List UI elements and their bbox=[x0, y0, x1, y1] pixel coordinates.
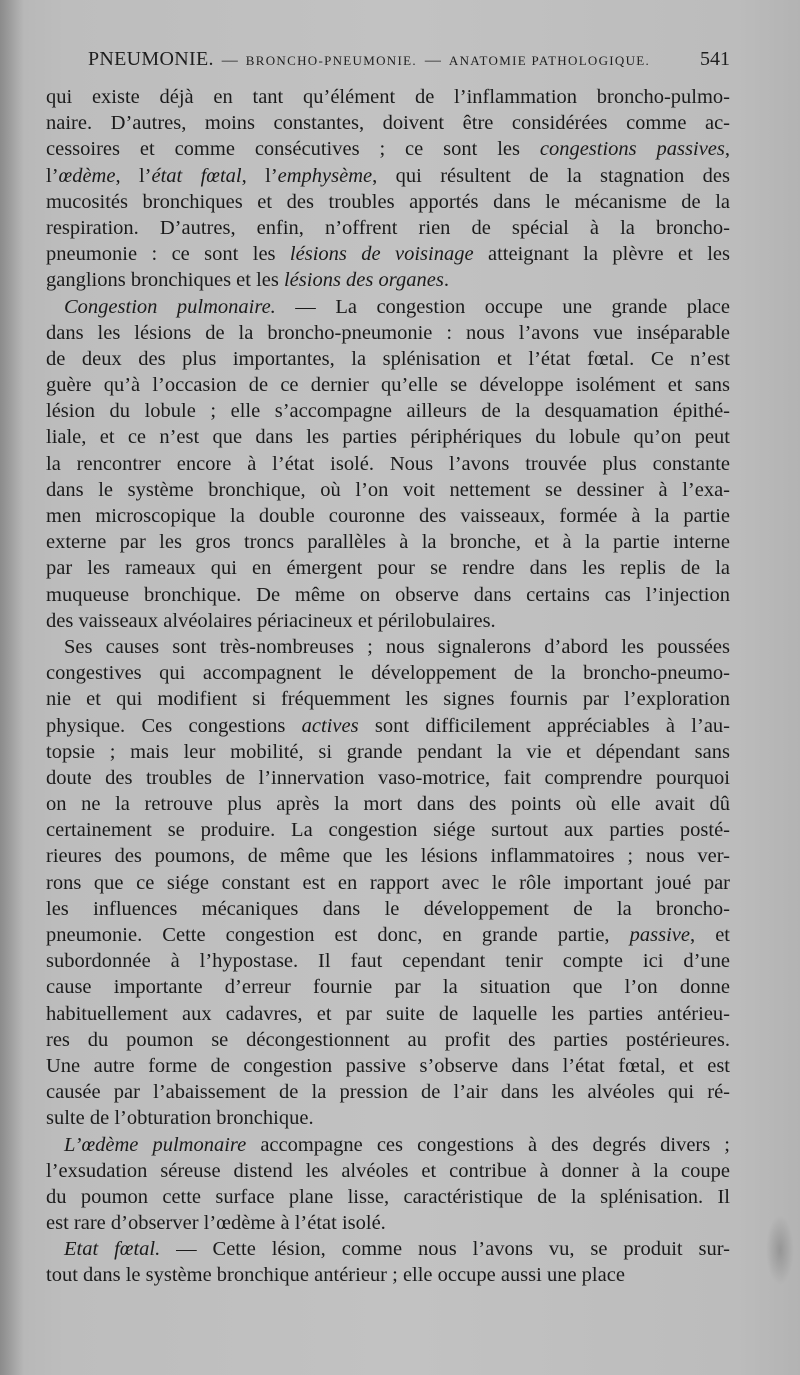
text-run: tout dans le système bronchique antérieur ; elle occupe aussi une place bbox=[46, 1264, 625, 1287]
text-line bbox=[46, 136, 730, 162]
body-text bbox=[46, 84, 730, 1289]
text-line bbox=[46, 1001, 730, 1027]
header-subsection: ANATOMIE PATHOLOGIQUE. bbox=[448, 53, 651, 68]
text-run: rieures des poumons, de même que les lésions inflammatoires ; nous ver- bbox=[46, 845, 730, 868]
text-line bbox=[46, 843, 730, 869]
paragraph bbox=[46, 1132, 730, 1237]
text-line bbox=[46, 1079, 730, 1105]
text-run: atteignant la plèvre et les bbox=[473, 243, 730, 266]
text-line bbox=[46, 503, 730, 529]
italic-text: œdème bbox=[58, 164, 116, 187]
text-run: l’exsudation séreuse distend les alvéoles et contribue à donner à la coupe bbox=[46, 1159, 730, 1182]
text-line bbox=[46, 451, 730, 477]
text-run: les influences mécaniques dans le développement de la broncho- bbox=[46, 897, 730, 920]
text-run: pneumonie. Cette congestion est donc, en grande partie, bbox=[46, 924, 630, 946]
text-run: . bbox=[443, 269, 449, 292]
text-run: res du poumon se décongestionnent au profit des parties postérieures. bbox=[46, 1028, 730, 1051]
text-run: , l’ bbox=[115, 164, 152, 187]
italic-text: L’œdème pulmonaire bbox=[64, 1133, 247, 1156]
text-run: pneumonie : ce sont les bbox=[46, 243, 290, 266]
text-line bbox=[46, 241, 730, 267]
text-run: la rencontrer encore à l’état isolé. Nous l’avons trouvée plus constante bbox=[46, 452, 730, 475]
text-line bbox=[46, 372, 730, 398]
text-line bbox=[46, 686, 730, 712]
header-dash-1: — bbox=[221, 52, 238, 69]
text-line bbox=[46, 189, 730, 215]
text-run: dans les lésions de la broncho-pneumonie : nous l’avons vue inséparable bbox=[46, 321, 730, 344]
text-run: de deux des plus importantes, la splénisation et l’état fœtal. Ce n’est bbox=[46, 347, 730, 370]
text-run: , bbox=[724, 138, 730, 161]
text-run: accompagne ces congestions à des degrés divers ; bbox=[246, 1133, 730, 1156]
text-run: cause importante d’erreur fournie par la situation que l’on donne bbox=[46, 976, 730, 999]
text-line bbox=[46, 555, 730, 581]
text-line bbox=[46, 1184, 730, 1210]
text-line bbox=[46, 896, 730, 922]
header-dash-2: — bbox=[424, 52, 441, 69]
italic-text: passive bbox=[629, 924, 690, 946]
text-run: Ses causes sont très-nombreuses ; nous signalerons d’abord les poussées bbox=[64, 635, 730, 658]
text-run: certainement se produire. La congestion siége surtout aux parties posté- bbox=[46, 819, 730, 842]
text-line bbox=[46, 1027, 730, 1053]
text-run: sulte de l’obturation bronchique. bbox=[46, 1107, 314, 1130]
header-left bbox=[88, 48, 650, 71]
text-run: du poumon cette surface plane lisse, caractéristique de la splénisation. Il bbox=[46, 1185, 730, 1208]
text-run: par les rameaux qui en émergent pour se rendre dans les replis de la bbox=[46, 557, 730, 580]
text-run: liale, et ce n’est que dans les parties périphériques du lobule qu’on peut bbox=[46, 426, 730, 449]
text-line bbox=[46, 1210, 730, 1236]
text-run: des vaisseaux alvéolaires périacineux et périlobulaires. bbox=[46, 609, 496, 632]
header-section: BRONCHO-PNEUMONIE. bbox=[245, 53, 417, 68]
text-run: l’ bbox=[46, 164, 59, 187]
italic-text: emphysème bbox=[277, 164, 373, 187]
text-line bbox=[46, 713, 730, 739]
text-line bbox=[46, 84, 730, 110]
text-run: respiration. D’autres, enfin, n’offrent rien de spécial à la broncho- bbox=[46, 216, 730, 239]
paragraph bbox=[46, 84, 730, 294]
text-line bbox=[46, 660, 730, 686]
paragraph bbox=[46, 634, 730, 1132]
text-run: , et bbox=[690, 924, 731, 946]
text-line bbox=[46, 922, 730, 948]
text-line bbox=[46, 529, 730, 555]
text-run: men microscopique la double couronne des vaisseaux, formée à la partie bbox=[46, 505, 730, 527]
text-run: rons que ce siége constant est en rapport avec le rôle important joué par bbox=[46, 871, 730, 894]
text-line bbox=[46, 974, 730, 1000]
text-run: congestives qui accompagnent le développement de la broncho-pneumo- bbox=[46, 662, 730, 685]
text-line bbox=[46, 1105, 730, 1131]
text-run: doute des troubles de l’innervation vaso-motrice, fait comprendre pourquoi bbox=[46, 766, 730, 789]
page-edge-smudge bbox=[766, 1215, 794, 1285]
text-line bbox=[46, 1132, 730, 1158]
page-number: 541 bbox=[700, 48, 730, 70]
text-run: cessoires et comme consécutives ; ce sont les bbox=[46, 138, 540, 161]
text-run: Une autre forme de congestion passive s’observe dans l’état fœtal, et est bbox=[46, 1054, 730, 1077]
text-run: topsie ; mais leur mobilité, si grande pendant la vie et dépendant sans bbox=[46, 740, 730, 763]
text-line bbox=[46, 320, 730, 346]
text-run: lésion du lobule ; elle s’accompagne ailleurs de la desquamation épithé- bbox=[46, 400, 730, 423]
text-run: naire. D’autres, moins constantes, doivent être considérées comme ac- bbox=[46, 112, 730, 135]
text-run: sont difficilement appréciables à l’au- bbox=[358, 714, 730, 737]
header-title: PNEUMONIE. bbox=[88, 48, 214, 70]
text-line bbox=[46, 110, 730, 136]
text-run: on ne la retrouve plus après la mort dans des points où elle avait dû bbox=[46, 793, 730, 816]
text-run: — Cette lésion, comme nous l’avons vu, se produit sur- bbox=[160, 1238, 730, 1261]
italic-text: lésions des organes bbox=[283, 269, 444, 292]
text-line bbox=[46, 870, 730, 896]
text-line bbox=[46, 765, 730, 791]
text-run: causée par l’abaissement de la pression de l’air dans les alvéoles qui ré- bbox=[46, 1081, 730, 1104]
text-line bbox=[46, 1236, 730, 1262]
text-run: externe par les gros troncs parallèles à la bronche, et à la partie interne bbox=[46, 531, 730, 554]
text-run: dans le système bronchique, où l’on voit nettement se dessiner à l’exa- bbox=[46, 478, 730, 501]
text-run: muqueuse bronchique. De même on observe dans certains cas l’injection bbox=[46, 583, 730, 606]
text-run: mucosités bronchiques et des troubles apportés dans le mécanisme de la bbox=[46, 190, 730, 213]
text-run: guère qu’à l’occasion de ce dernier qu’elle se développe isolément et sans bbox=[46, 374, 730, 397]
running-header bbox=[88, 48, 730, 78]
text-line bbox=[46, 608, 730, 634]
text-line bbox=[46, 634, 730, 660]
text-line bbox=[46, 1158, 730, 1184]
text-line bbox=[46, 267, 730, 293]
text-run: , l’ bbox=[241, 164, 278, 187]
italic-text: actives bbox=[301, 714, 359, 737]
paragraph bbox=[46, 1236, 730, 1288]
text-line bbox=[46, 398, 730, 424]
text-line bbox=[46, 215, 730, 241]
page-gutter-shadow bbox=[0, 0, 24, 1375]
text-run: subordonnée à l’hypostase. Il faut cependant tenir compte ici d’une bbox=[46, 950, 730, 973]
paragraph bbox=[46, 294, 730, 634]
text-line bbox=[46, 294, 730, 320]
italic-text: Congestion pulmonaire. bbox=[64, 295, 276, 318]
italic-text: état fœtal bbox=[151, 164, 242, 187]
text-run: qui existe déjà en tant qu’élément de l’inflammation broncho-pulmo- bbox=[46, 86, 730, 108]
text-run: , qui résultent de la stagnation des bbox=[372, 164, 731, 187]
italic-text: lésions de voisinage bbox=[289, 243, 474, 266]
text-run: nie et qui modifient si fréquemment les signes fournis par l’exploration bbox=[46, 688, 730, 711]
text-line bbox=[46, 424, 730, 450]
italic-text: congestions passives bbox=[539, 138, 725, 161]
text-line bbox=[46, 739, 730, 765]
text-run: habituellement aux cadavres, et par suite de laquelle les parties antérieu- bbox=[46, 1002, 730, 1025]
text-run: — La congestion occupe une grande place bbox=[275, 295, 730, 318]
text-line bbox=[46, 817, 730, 843]
text-line bbox=[46, 477, 730, 503]
text-line bbox=[46, 791, 730, 817]
text-line bbox=[46, 582, 730, 608]
text-line bbox=[46, 346, 730, 372]
text-line bbox=[46, 1262, 730, 1288]
text-run: ganglions bronchiques et les bbox=[46, 269, 284, 292]
text-run: physique. Ces congestions bbox=[46, 714, 302, 737]
text-line bbox=[46, 163, 730, 189]
text-line bbox=[46, 1053, 730, 1079]
text-run: est rare d’observer l’œdème à l’état isolé. bbox=[46, 1212, 386, 1235]
text-line bbox=[46, 948, 730, 974]
italic-text: Etat fœtal. bbox=[64, 1238, 161, 1261]
